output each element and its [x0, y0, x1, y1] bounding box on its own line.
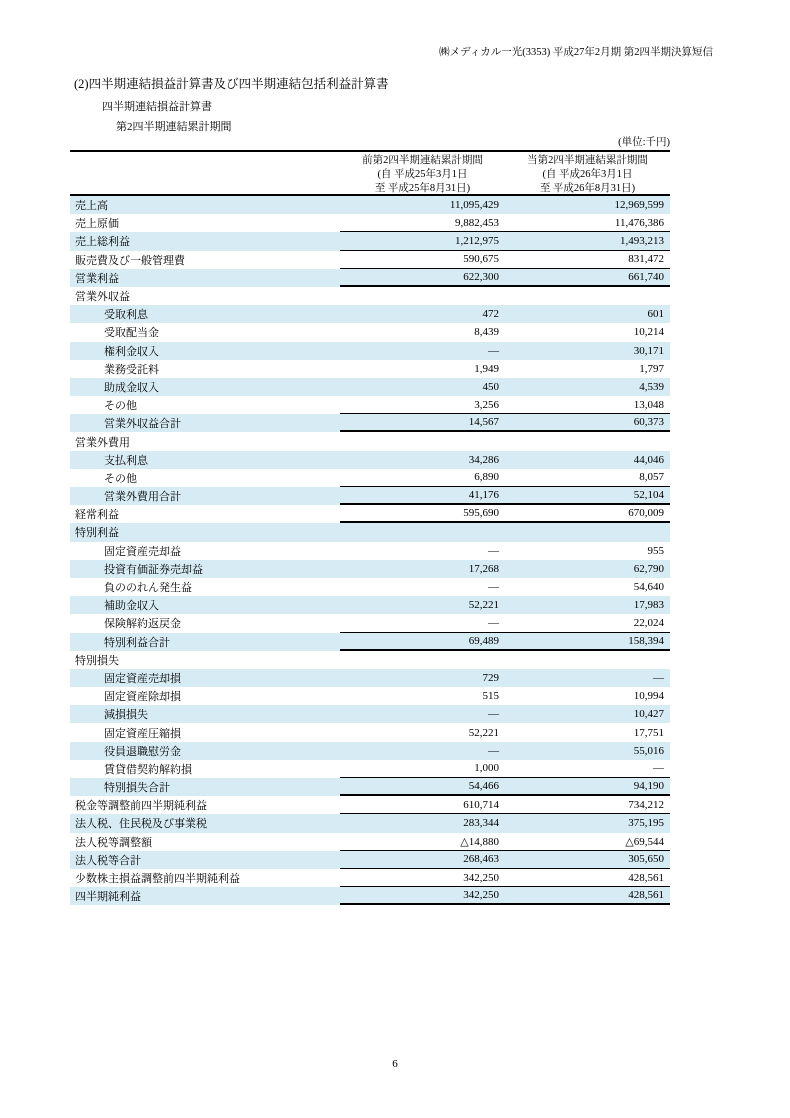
value-previous-period: 472 [482, 308, 499, 321]
value-previous-period: 52,221 [468, 726, 499, 739]
row-values [340, 869, 670, 887]
row-values [340, 287, 670, 305]
value-current-period: 158,394 [628, 634, 664, 647]
value-current-period: 734,212 [628, 798, 664, 811]
row-label: 権利金収入 [104, 345, 159, 358]
table-row [70, 814, 670, 832]
row-values [340, 378, 670, 396]
column-period-from: (自 平成25年3月1日 [377, 168, 468, 180]
row-label: 営業外収益 [75, 291, 130, 304]
row-values [340, 633, 670, 651]
value-previous-period: 450 [482, 380, 499, 393]
table-header-row [70, 150, 670, 196]
income-statement-table [70, 150, 670, 905]
page-number: 6 [392, 1058, 398, 1070]
row-values [340, 778, 670, 796]
row-values [340, 469, 670, 487]
value-previous-period: ― [488, 344, 499, 357]
column-period-to: 至 平成25年8月31日) [374, 182, 471, 194]
table-row [70, 232, 670, 250]
row-label: 負ののれん発生益 [104, 582, 192, 595]
value-current-period: 30,171 [633, 344, 664, 357]
row-label: 売上高 [75, 200, 108, 213]
value-previous-period: 590,675 [463, 253, 499, 266]
value-previous-period [340, 287, 505, 305]
row-values [340, 760, 670, 778]
value-current-period: ― [653, 671, 664, 684]
table-row [70, 251, 670, 269]
table-row [70, 451, 670, 469]
table-row [70, 869, 670, 887]
unit-label: (単位:千円) [618, 137, 670, 148]
table-row [70, 323, 670, 341]
row-label: 販売費及び一般管理費 [75, 254, 185, 267]
row-label: 売上総利益 [75, 236, 130, 249]
value-current-period: 10,994 [633, 690, 664, 703]
column-header-previous-period [340, 152, 505, 194]
row-label: 受取利息 [104, 309, 148, 322]
value-current-period: 17,983 [633, 599, 664, 612]
row-values [340, 269, 670, 287]
column-period-from: (自 平成26年3月1日 [542, 168, 633, 180]
table-row [70, 833, 670, 851]
row-label: 固定資産売却益 [104, 545, 181, 558]
value-current-period: 55,016 [633, 744, 664, 757]
column-title: 前第2四半期連結累計期間 [362, 155, 483, 166]
value-current-period: 955 [647, 544, 664, 557]
row-values [340, 487, 670, 505]
value-previous-period: ― [488, 708, 499, 721]
row-values [340, 251, 670, 269]
value-previous-period: 342,250 [463, 889, 499, 902]
table-row [70, 633, 670, 651]
table-row [70, 360, 670, 378]
table-row [70, 523, 670, 541]
value-current-period: 670,009 [628, 507, 664, 520]
row-label: 法人税、住民税及び事業税 [75, 818, 207, 831]
row-values [340, 596, 670, 614]
row-values [340, 705, 670, 723]
value-current-period: 17,751 [633, 726, 664, 739]
row-label: 賃貸借契約解約損 [104, 763, 192, 776]
row-values [340, 833, 670, 851]
row-label: 法人税等合計 [75, 854, 141, 867]
value-previous-period: 1,949 [474, 362, 499, 375]
row-label: 投資有価証券売却益 [104, 563, 203, 576]
row-values [340, 196, 670, 214]
value-previous-period: 9,882,453 [455, 216, 499, 229]
period-subtitle: 第2四半期連結累計期間 [116, 121, 232, 133]
row-values [340, 342, 670, 360]
row-label: 法人税等調整額 [75, 836, 152, 849]
table-body [70, 196, 670, 905]
row-label: 助成金収入 [104, 381, 159, 394]
value-current-period: 1,493,213 [620, 234, 664, 247]
column-header-current-period [505, 152, 670, 194]
value-current-period: 428,561 [628, 871, 664, 884]
value-previous-period: 6,890 [474, 471, 499, 484]
table-row [70, 432, 670, 450]
row-label: 固定資産圧縮損 [104, 727, 181, 740]
row-label: 業務受託料 [104, 363, 159, 376]
row-label: 特別利益合計 [104, 636, 170, 649]
row-values [340, 305, 670, 323]
table-row [70, 796, 670, 814]
table-row [70, 505, 670, 523]
row-label: 特別損失合計 [104, 782, 170, 795]
row-label: 支払利息 [104, 454, 148, 467]
value-current-period: 10,427 [633, 708, 664, 721]
value-current-period: 44,046 [633, 453, 664, 466]
statement-title: 四半期連結損益計算書 [102, 101, 212, 113]
table-row [70, 614, 670, 632]
row-label: 経常利益 [75, 509, 119, 522]
value-current-period [505, 432, 670, 450]
table-row [70, 487, 670, 505]
table-row [70, 542, 670, 560]
value-current-period: 8,057 [639, 471, 664, 484]
value-previous-period [340, 432, 505, 450]
row-values [340, 578, 670, 596]
value-current-period: 13,048 [633, 398, 664, 411]
table-row [70, 760, 670, 778]
table-row [70, 669, 670, 687]
value-previous-period: 515 [482, 690, 499, 703]
value-previous-period: 1,212,975 [455, 234, 499, 247]
row-values [340, 814, 670, 832]
table-row [70, 396, 670, 414]
row-values [340, 723, 670, 741]
row-label: 税金等調整前四半期純利益 [75, 800, 207, 813]
value-previous-period: 3,256 [474, 398, 499, 411]
row-values [340, 505, 670, 523]
value-previous-period: 342,250 [463, 871, 499, 884]
row-values [340, 742, 670, 760]
row-label: 特別利益 [75, 527, 119, 540]
value-current-period: 11,476,386 [614, 216, 664, 229]
value-previous-period: ― [488, 544, 499, 557]
document-header: ㈱メディカル一光(3353) 平成27年2月期 第2四半期決算短信 [439, 47, 713, 58]
value-previous-period: 8,439 [474, 326, 499, 339]
row-values [340, 360, 670, 378]
value-current-period: 428,561 [628, 889, 664, 902]
row-label: 保険解約返戻金 [104, 618, 181, 631]
value-current-period: 12,969,599 [614, 199, 664, 212]
value-current-period: 62,790 [633, 562, 664, 575]
row-label: その他 [104, 400, 137, 413]
row-values [340, 323, 670, 341]
row-values [340, 451, 670, 469]
row-label: 補助金収入 [104, 600, 159, 613]
row-values [340, 432, 670, 450]
value-current-period [505, 287, 670, 305]
table-row [70, 214, 670, 232]
value-previous-period: ― [488, 744, 499, 757]
value-previous-period: △14,880 [460, 835, 499, 848]
value-current-period: 54,640 [633, 581, 664, 594]
row-label: 特別損失 [75, 654, 119, 667]
table-row [70, 887, 670, 905]
row-values [340, 614, 670, 632]
row-values [340, 651, 670, 669]
value-previous-period: 17,268 [468, 562, 499, 575]
value-current-period: 1,797 [639, 362, 664, 375]
table-row [70, 596, 670, 614]
value-previous-period: ― [488, 581, 499, 594]
value-current-period: 305,650 [628, 853, 664, 866]
table-row [70, 851, 670, 869]
row-values [340, 560, 670, 578]
section-title: (2)四半期連結損益計算書及び四半期連結包括利益計算書 [74, 77, 389, 91]
row-label: 役員退職慰労金 [104, 745, 181, 758]
row-label: 少数株主損益調整前四半期純利益 [75, 873, 240, 886]
row-label: 営業外費用合計 [104, 491, 181, 504]
table-row [70, 578, 670, 596]
value-previous-period: 595,690 [463, 507, 499, 520]
value-current-period: 375,195 [628, 817, 664, 830]
table-row [70, 687, 670, 705]
table-row [70, 287, 670, 305]
table-row [70, 778, 670, 796]
value-previous-period: 610,714 [463, 798, 499, 811]
table-row [70, 305, 670, 323]
column-period-to: 至 平成26年8月31日) [539, 182, 636, 194]
table-row [70, 269, 670, 287]
row-label: 固定資産売却損 [104, 672, 181, 685]
value-current-period [505, 651, 670, 669]
row-label: 営業外費用 [75, 436, 130, 449]
value-current-period: 60,373 [633, 416, 664, 429]
value-previous-period [340, 523, 505, 541]
table-row [70, 705, 670, 723]
value-previous-period: 69,489 [468, 634, 499, 647]
row-values [340, 669, 670, 687]
value-previous-period: 268,463 [463, 853, 499, 866]
value-previous-period: 283,344 [463, 817, 499, 830]
value-previous-period: 34,286 [468, 453, 499, 466]
row-label: その他 [104, 472, 137, 485]
table-row [70, 414, 670, 432]
value-previous-period: 41,176 [468, 489, 499, 502]
row-values [340, 687, 670, 705]
value-previous-period: 622,300 [463, 270, 499, 283]
value-previous-period: 54,466 [468, 780, 499, 793]
table-row [70, 651, 670, 669]
row-label: 四半期純利益 [75, 891, 141, 904]
value-current-period: 661,740 [628, 270, 664, 283]
table-row [70, 742, 670, 760]
table-row [70, 469, 670, 487]
row-label: 受取配当金 [104, 327, 159, 340]
column-title: 当第2四半期連結累計期間 [527, 155, 648, 166]
value-current-period: 22,024 [633, 616, 664, 629]
row-values [340, 414, 670, 432]
row-label: 固定資産除却損 [104, 691, 181, 704]
table-row [70, 196, 670, 214]
row-values [340, 232, 670, 250]
value-current-period: 831,472 [628, 253, 664, 266]
row-values [340, 542, 670, 560]
row-label: 営業利益 [75, 272, 119, 285]
table-row [70, 723, 670, 741]
row-values [340, 851, 670, 869]
value-current-period: 52,104 [633, 489, 664, 502]
value-current-period: 10,214 [633, 326, 664, 339]
value-previous-period: 14,567 [468, 416, 499, 429]
row-values [340, 214, 670, 232]
value-previous-period: 52,221 [468, 599, 499, 612]
value-previous-period: 11,095,429 [449, 199, 499, 212]
value-current-period: 601 [647, 308, 664, 321]
value-previous-period: 729 [482, 671, 499, 684]
row-values [340, 887, 670, 905]
value-previous-period: 1,000 [474, 762, 499, 775]
row-values [340, 523, 670, 541]
value-current-period: ― [653, 762, 664, 775]
value-current-period: 4,539 [639, 380, 664, 393]
value-previous-period [340, 651, 505, 669]
table-row [70, 342, 670, 360]
row-label: 減損損失 [104, 709, 148, 722]
value-previous-period: ― [488, 616, 499, 629]
value-current-period: 94,190 [633, 780, 664, 793]
row-values [340, 396, 670, 414]
header-spacer [70, 152, 340, 194]
row-label: 売上原価 [75, 218, 119, 231]
value-current-period [505, 523, 670, 541]
row-values [340, 796, 670, 814]
table-row [70, 378, 670, 396]
row-label: 営業外収益合計 [104, 418, 181, 431]
value-current-period: △69,544 [625, 835, 664, 848]
table-row [70, 560, 670, 578]
